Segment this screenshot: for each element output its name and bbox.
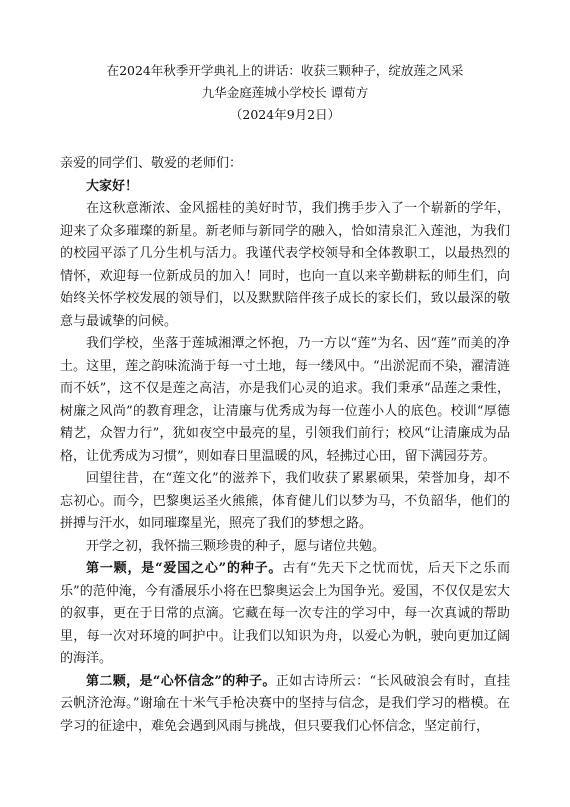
paragraph-welcome: 在这秋意渐浓、金风摇桂的美好时节，我们携手步入了一个崭新的学年，迎来了众多璀璨的新星。新老师与新同学的融入，恰如清泉汇入莲池，为我们的校园平添了几分生机与活力。我谨代表学校领导和全体教职工，以最热烈的情怀，欢迎每一位新成员的加入！同时，也向一直以来辛勤耕耘的师生们，向始终关怀学校发展的领导们，以及默默陪伴孩子成长的家长们，致以最深的敬意与最诚挚的问候。 — [60, 201, 510, 329]
paragraph-seed-two — [60, 671, 510, 739]
paragraph-school-intro: 我们学校，坐落于莲城湘潭之怀抱，乃一方以“莲”为名、因“莲”而美的净土。这里，莲之韵味流淌于每一寸土地，每一缕风中。“出淤泥而不染，濯清涟而不妖”，这不仅是莲之高洁，亦是我们心灵的追求。我们秉承“品莲之秉性，树廉之风尚”的教育理念，让清廉与优秀成为每一位莲小人的底色。校训“厚德精艺，众智力行”，犹如夜空中最亮的星，引领我们前行；校风“让清廉成为品格，让优秀成为习惯”，则如春日里温暖的风，轻拂过心田，留下满园芬芳。 — [60, 336, 510, 464]
speech-body — [60, 153, 510, 738]
speech-date: （2024年9月2日） — [229, 107, 341, 122]
seed-two-text: 正如古诗所云：“长风破浪会有时，直挂云帆济沧海。”谢瑜在十米气手枪决赛中的坚持与信念，是我们学习的楷模。在学习的征途中，难免会遇到风雨与挑战，但只要我们心怀信念，坚定前行， — [60, 673, 510, 734]
speech-title: 在2024年秋季开学典礼上的讲话：收获三颗种子，绽放莲之风采 — [106, 63, 464, 78]
paragraph-retrospect: 回望往昔，在“莲文化”的滋养下，我们收获了累累硕果，荣誉加身，却不忘初心。而今，巴黎奥运圣火熊熊，体育健儿们以梦为马，不负韶华，他们的拼搏与汗水，如同璀璨星光，照亮了我们的梦想之路。 — [60, 471, 510, 531]
seed-two-heading: 第二颗，是“心怀信念”的种子。 — [86, 673, 276, 689]
paragraph-three-seeds: 开学之初，我怀揣三颗珍贵的种子，愿与诸位共勉。 — [86, 538, 386, 554]
greeting-text: 大家好！ — [86, 178, 139, 194]
greeting — [60, 176, 510, 199]
paragraph-seed-one — [60, 558, 510, 671]
salutation: 亲爱的同学们、敬爱的老师们： — [60, 156, 243, 171]
document-header — [60, 60, 510, 126]
speaker-line: 九华金庭莲城小学校长 谭荀方 — [201, 85, 369, 100]
seed-one-heading: 第一颗，是“爱国之心”的种子。 — [86, 561, 283, 576]
seed-one-text: 古有“先天下之忧而忧，后天下之乐而乐”的范仲淹，今有潘展乐小将在巴黎奥运会上为国争光。爱国，不仅仅是宏大的叙事，更在于日常的点滴。它藏在每一次专注的学习中，每一次真诚的帮助里，每一次对环境的呵护中。让我们以知识为舟，以爱心为帆，驶向更加辽阔的海洋。 — [60, 561, 510, 666]
